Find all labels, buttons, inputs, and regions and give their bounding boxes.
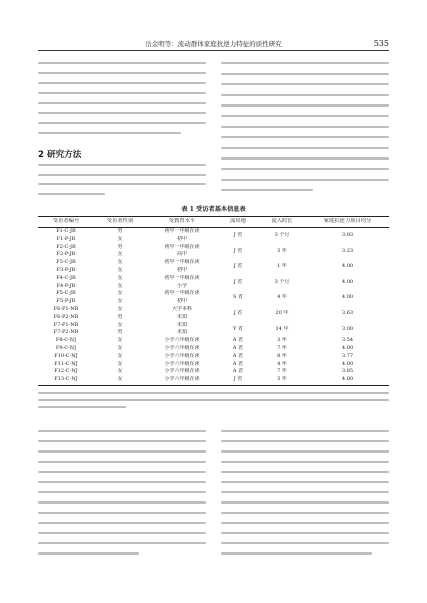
table-cell-score: 4.00	[341, 294, 354, 301]
table-cell-origin	[218, 240, 258, 248]
text-line-placeholder	[221, 104, 389, 106]
table-cell-score: 3.77	[341, 352, 354, 359]
table-cell-origin: Y 省	[233, 325, 243, 332]
table-cell-id: F5-C-JR	[56, 290, 76, 297]
text-line-placeholder	[221, 512, 389, 514]
table-cell-education: 小学六年级在读	[164, 352, 200, 359]
text-line-placeholder	[221, 450, 389, 452]
table-cell-score: 3.00	[341, 325, 354, 332]
table-cell-duration: 7 年	[277, 368, 287, 375]
text-line-placeholder	[221, 157, 389, 159]
table-cell-origin	[218, 287, 258, 295]
table-cell-gender: 男	[117, 243, 123, 250]
table-cell-duration: 3 年	[277, 247, 287, 254]
body-text-left-bottom	[38, 430, 206, 560]
text-line-placeholder	[38, 72, 206, 74]
table-cell-gender: 女	[117, 360, 123, 367]
table-cell-gender: 女	[117, 376, 123, 383]
table-cell-origin: A 省	[232, 337, 244, 344]
table-cell-origin	[218, 302, 258, 310]
table-cell-gender: 女	[117, 235, 123, 242]
running-header	[38, 38, 389, 51]
col-header-origin: 流出地	[230, 217, 246, 224]
table-cell-duration: 7 年	[277, 345, 287, 351]
text-line-placeholder	[38, 406, 126, 408]
text-line-placeholder	[221, 189, 313, 191]
table-cell-gender: 男	[117, 313, 123, 320]
table-cell-origin	[218, 271, 258, 279]
table-cell-gender: 女	[117, 352, 123, 359]
table-cell-duration: 3 个月	[274, 231, 290, 238]
text-line-placeholder	[38, 542, 206, 544]
text-line-placeholder	[221, 542, 389, 544]
participant-table	[38, 216, 389, 386]
text-line-placeholder	[221, 491, 389, 493]
table-cell-duration: 8 年	[277, 352, 287, 359]
table-cell-gender: 男	[117, 329, 123, 336]
table-cell-score: 4.00	[341, 278, 354, 285]
text-line-placeholder	[221, 126, 389, 128]
table-cell-education: 初中	[176, 298, 187, 305]
table-cell-gender: 女	[117, 337, 123, 344]
table-cell-duration	[258, 255, 306, 263]
body-text-right-bottom	[221, 430, 389, 560]
table-cell-education: 大学本科	[171, 306, 192, 312]
table-cell-gender: 女	[117, 290, 123, 297]
table-cell-gender: 女	[117, 306, 123, 312]
table-cell-score: 4.00	[341, 376, 354, 383]
table-cell-id: F5-P-JR	[56, 298, 76, 305]
text-line-placeholder	[221, 522, 389, 524]
text-line-placeholder	[38, 471, 206, 473]
table-cell-education: 初中一年级在读	[164, 290, 200, 297]
text-line-placeholder	[221, 147, 389, 149]
text-line-placeholder	[38, 532, 206, 534]
col-header-id: 受访者编号	[52, 217, 80, 224]
table-cell-education: 小学六年级在读	[164, 368, 200, 375]
table-cell-gender: 女	[117, 345, 123, 351]
text-line-placeholder	[38, 491, 206, 493]
table-cell-education: 初中一年级在读	[164, 274, 200, 281]
text-line-placeholder	[221, 136, 389, 138]
text-line-placeholder	[221, 481, 389, 483]
col-header-education: 受教育水平	[168, 217, 196, 224]
table-cell-id: F7-P2-NB	[53, 329, 79, 336]
text-line-placeholder	[38, 132, 181, 134]
text-line-placeholder	[38, 62, 206, 64]
table-cell-gender: 女	[117, 298, 123, 305]
text-line-placeholder	[221, 62, 389, 64]
table-cell-origin: J 省	[233, 309, 243, 316]
table-cell-origin: J 省	[233, 376, 243, 383]
table-cell-origin	[218, 224, 258, 232]
table-cell-id: F6-P1-NB	[53, 306, 79, 312]
table-cell-education: 小学六年级在读	[164, 337, 200, 344]
table-cell-origin	[218, 255, 258, 263]
table-cell-duration	[258, 240, 306, 248]
table-cell-education: 小学六年级在读	[164, 360, 200, 367]
table-cell-duration	[258, 271, 306, 279]
table-cell-duration: 3 个月	[274, 278, 290, 285]
text-line-placeholder	[38, 174, 206, 176]
table-cell-id: F6-P2-NB	[53, 313, 79, 320]
table-cell-duration	[258, 287, 306, 295]
table-cell-id: F4-C-JR	[56, 274, 76, 281]
table-cell-duration: 14 年	[275, 325, 289, 332]
text-line-placeholder	[38, 193, 105, 195]
table-cell-id: F9-C-NJ	[55, 345, 77, 351]
body-text-left-top	[38, 62, 206, 142]
table-cell-origin: A 省	[232, 345, 244, 351]
text-line-placeholder	[221, 115, 389, 117]
table-cell-gender: 男	[117, 228, 123, 234]
text-line-placeholder	[38, 112, 206, 114]
table-cell-education: 高中	[176, 251, 187, 258]
page-number: 535	[373, 39, 389, 48]
table-cell-origin: J 省	[233, 263, 243, 270]
col-header-resilience-score: 家庭抗逆力项目均分	[323, 217, 372, 224]
text-line-placeholder	[38, 92, 206, 94]
table-caption: 表 1 受访者基本信息表	[181, 206, 246, 213]
table-cell-education: 小学六年级在读	[164, 345, 200, 351]
text-line-placeholder	[38, 522, 206, 524]
table-cell-origin: J 省	[233, 278, 243, 285]
table-cell-id: F2-P-JR	[56, 251, 76, 258]
table-cell-gender: 女	[117, 274, 123, 281]
table-cell-score: 3.85	[341, 368, 354, 375]
table-cell-duration: 20 年	[275, 309, 289, 316]
text-line-placeholder	[221, 552, 372, 554]
text-line-placeholder	[221, 179, 389, 181]
text-line-placeholder	[38, 481, 206, 483]
table-cell-gender: 女	[117, 267, 123, 273]
text-line-placeholder	[38, 122, 206, 124]
text-line-placeholder	[38, 102, 206, 104]
table-cell-id: F7-P1-NB	[53, 321, 79, 328]
table-cell-duration: 4 年	[277, 294, 287, 301]
table-note	[38, 392, 389, 414]
table-cell-education: 初中一年级在读	[164, 243, 200, 250]
table-cell-id: F8-C-NJ	[55, 337, 77, 344]
text-line-placeholder	[221, 430, 389, 432]
table-cell-education: 初中	[176, 267, 187, 273]
table-cell-gender: 女	[117, 259, 123, 266]
table-cell-origin: A 省	[232, 352, 244, 359]
table-cell-gender: 女	[117, 368, 123, 375]
table-cell-origin: A 省	[232, 368, 244, 375]
text-line-placeholder	[221, 501, 389, 503]
text-line-placeholder	[38, 501, 206, 503]
table-cell-duration: 3 年	[277, 337, 287, 344]
body-text-left-mid	[38, 164, 206, 200]
table-cell-id: F12-C-NJ	[54, 368, 78, 375]
table-cell-education: 初中一年级在读	[164, 228, 200, 234]
text-line-placeholder	[221, 532, 389, 534]
text-line-placeholder	[221, 471, 389, 473]
table-cell-score	[306, 271, 389, 279]
table-cell-origin: A 省	[232, 360, 244, 367]
table-cell-id: F2-C-JR	[56, 243, 76, 250]
table-cell-id: F1-P-JR	[56, 235, 76, 242]
table-cell-score	[306, 318, 389, 326]
table-cell-id: F10-C-NJ	[54, 352, 78, 359]
table-cell-gender: 女	[117, 321, 123, 328]
table-cell-score	[306, 255, 389, 263]
text-line-placeholder	[38, 430, 206, 432]
table-cell-origin: J 省	[233, 231, 243, 238]
section-heading: 2 研究方法	[38, 150, 82, 160]
table-cell-origin	[218, 318, 258, 326]
table-cell-id: F4-P-JR	[56, 282, 76, 289]
text-line-placeholder	[38, 440, 206, 442]
table-cell-education: 未知	[176, 321, 187, 328]
table-cell-score: 4.00	[341, 263, 354, 270]
table-cell-duration	[258, 302, 306, 310]
table-cell-score: 4.00	[341, 360, 354, 367]
table-cell-duration: 1 年	[277, 263, 287, 270]
text-line-placeholder	[38, 82, 206, 84]
table-cell-id: F3-C-JR	[56, 259, 76, 266]
table-cell-education: 未知	[176, 329, 187, 336]
table-bottom-rule	[38, 385, 389, 386]
text-line-placeholder	[221, 73, 389, 75]
table-cell-education: 初中一年级在读	[164, 259, 200, 266]
table-cell-duration	[258, 224, 306, 232]
table-cell-id: F11-C-NJ	[54, 360, 78, 367]
table-cell-duration	[258, 318, 306, 326]
table-cell-origin: J 省	[233, 247, 243, 254]
table-cell-score: 3.93	[341, 231, 354, 238]
col-header-duration: 流入时长	[271, 217, 293, 224]
table-cell-id: F1-C-JR	[56, 228, 76, 234]
running-title: 岳金明等：流动群体家庭抗逆力特征的质性研究	[145, 40, 282, 48]
text-line-placeholder	[221, 168, 389, 170]
table-cell-score	[306, 287, 389, 295]
text-line-placeholder	[38, 399, 389, 401]
table-cell-score: 3.23	[341, 247, 354, 254]
text-line-placeholder	[38, 392, 389, 394]
text-line-placeholder	[38, 450, 206, 452]
table-cell-score	[306, 224, 389, 232]
table-cell-id: F13-C-NJ	[54, 376, 78, 383]
table-cell-score: 3.54	[341, 337, 354, 344]
table-cell-gender: 女	[117, 251, 123, 258]
table-cell-score	[306, 240, 389, 248]
table-cell-score: 3.63	[341, 309, 354, 316]
table-cell-gender: 女	[117, 282, 123, 289]
table-cell-education: 小学	[176, 282, 187, 289]
text-line-placeholder	[221, 461, 389, 463]
text-line-placeholder	[221, 83, 389, 85]
table-cell-score	[306, 302, 389, 310]
table-cell-origin: S 省	[232, 294, 243, 301]
table-cell-id: F3-P-JR	[56, 267, 76, 273]
table-cell-score: 4.00	[341, 345, 354, 351]
table-cell-education: 未知	[176, 313, 187, 320]
text-line-placeholder	[38, 512, 206, 514]
text-line-placeholder	[38, 552, 139, 554]
text-line-placeholder	[38, 183, 206, 185]
table-cell-education: 初中	[176, 235, 187, 242]
body-text-right-top	[221, 62, 389, 200]
table-cell-duration: 4 年	[277, 360, 287, 367]
text-line-placeholder	[221, 440, 389, 442]
text-line-placeholder	[221, 94, 389, 96]
col-header-gender: 受访者性别	[106, 217, 134, 224]
text-line-placeholder	[38, 461, 206, 463]
table-cell-education: 小学六年级在读	[164, 376, 200, 383]
text-line-placeholder	[38, 164, 206, 166]
table-cell-duration: 3 年	[277, 376, 287, 383]
